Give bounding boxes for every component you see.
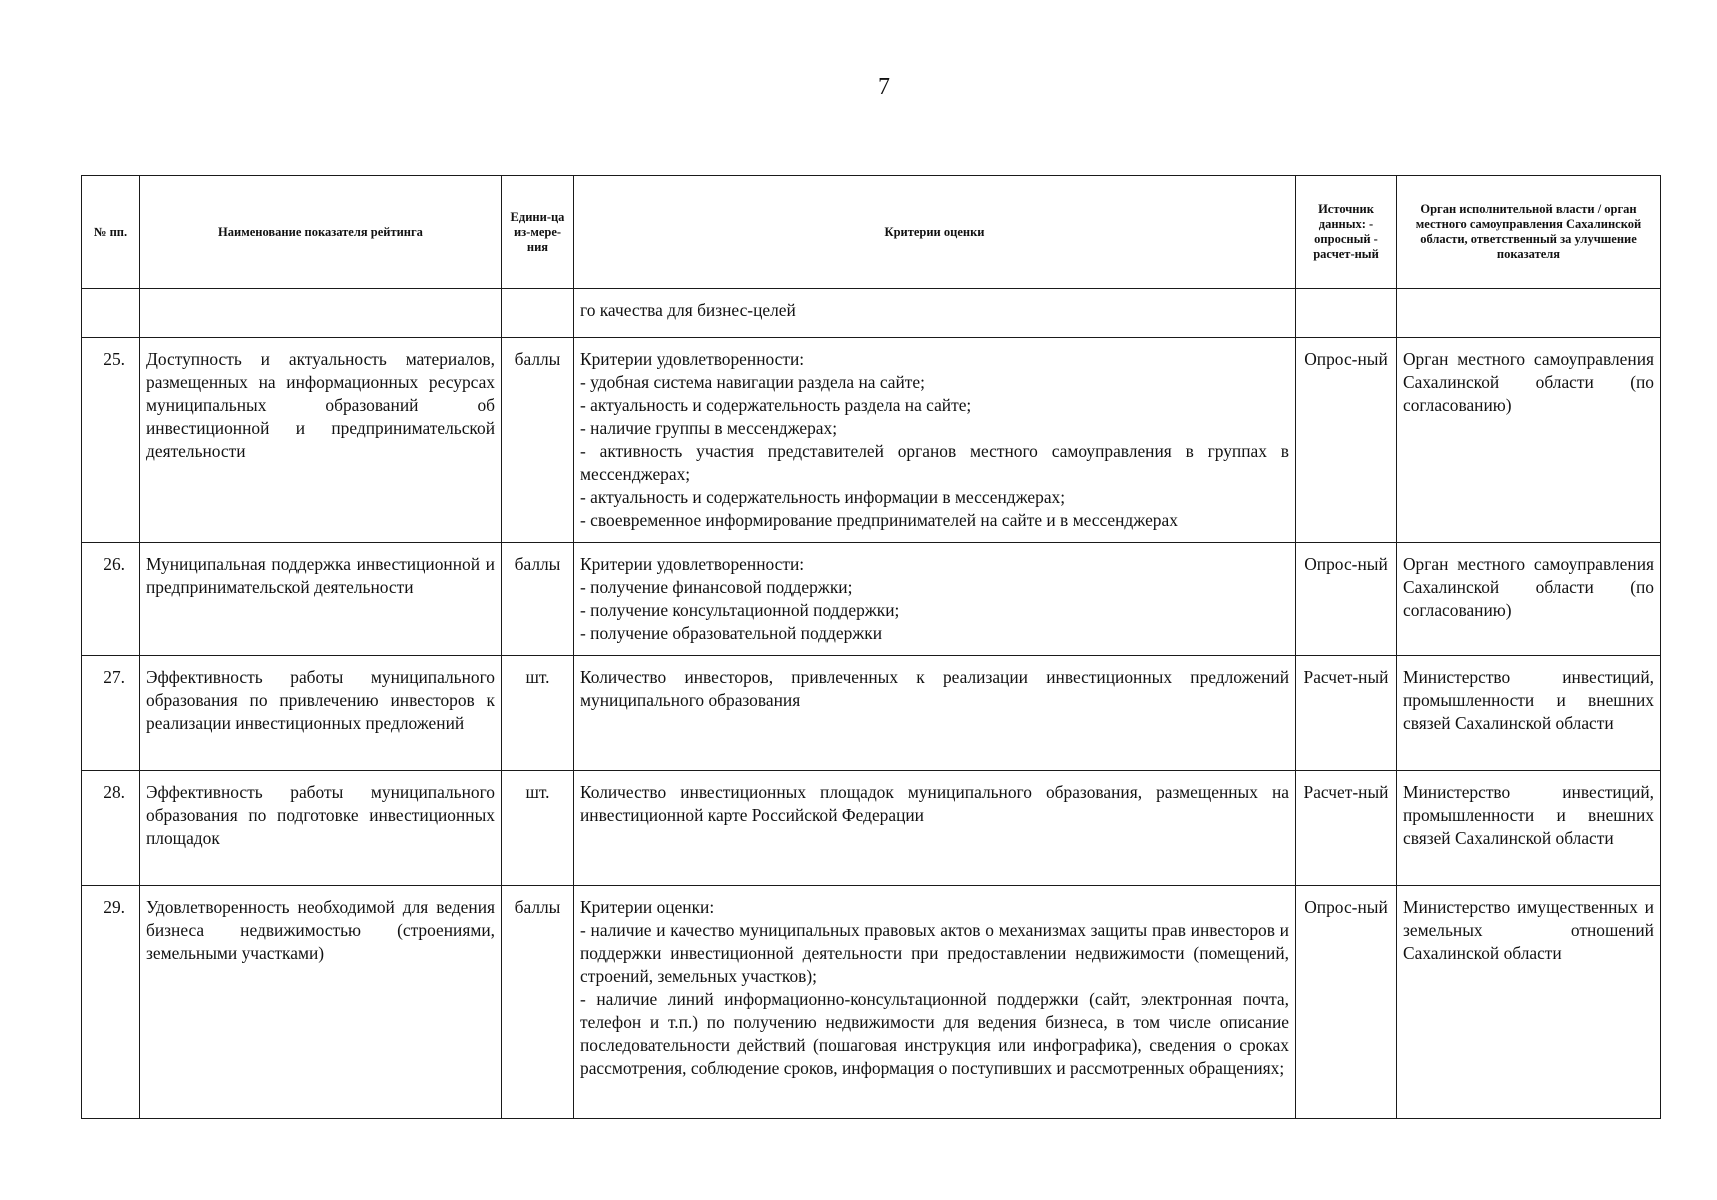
cell-name: Удовлетворенность необходимой для ведения бизнеса недвижимостью (строениями, земельными участками) (140, 886, 502, 1119)
table-row (82, 771, 1661, 886)
cell-name: Муниципальная поддержка инвестиционной и предпринимательской деятельности (140, 543, 502, 656)
criteria-item: - актуальность и содержательность информации в мессенджерах; (580, 487, 1066, 507)
table-row (82, 338, 1661, 543)
header-name: Наименование показателя рейтинга (140, 176, 502, 289)
cell-name: Доступность и актуальность материалов, размещенных на информационных ресурсах муниципальных образований об инвестиционной и предпринимательской деятельности (140, 338, 502, 543)
cell-source: Расчет-ный (1296, 771, 1397, 886)
cell-unit: баллы (502, 338, 574, 543)
header-criteria: Критерии оценки (574, 176, 1296, 289)
cell-organ: Министерство инвестиций, промышленности и внешних связей Сахалинской области (1397, 656, 1661, 771)
criteria-item: - наличие группы в мессенджерах; (580, 418, 838, 438)
cell-organ: Орган местного самоуправления Сахалинской области (по согласованию) (1397, 543, 1661, 656)
criteria-title: Критерии удовлетворенности: (580, 554, 805, 574)
cell-criteria: Количество инвестиционных площадок муниципального образования, размещенных на инвестиционной карте Российской Федерации (574, 771, 1296, 886)
cell-empty (82, 289, 140, 338)
table-row (82, 886, 1661, 1119)
cell-empty (1296, 289, 1397, 338)
cell-criteria (574, 338, 1296, 543)
header-source: Источник данных: - опросный - расчет-ный (1296, 176, 1397, 289)
cell-name: Эффективность работы муниципального образования по привлечению инвесторов к реализации инвестиционных предложений (140, 656, 502, 771)
header-num: № пп. (82, 176, 140, 289)
cell-criteria: Количество инвесторов, привлеченных к реализации инвестиционных предложений муниципального образования (574, 656, 1296, 771)
criteria-item: - активность участия представителей органов местного самоуправления в группах в мессенджерах; (580, 441, 1289, 484)
criteria-title: Критерии удовлетворенности: (580, 349, 805, 369)
criteria-item: - удобная система навигации раздела на сайте; (580, 372, 925, 392)
cell-source: Опрос-ный (1296, 338, 1397, 543)
cell-num: 26. (82, 543, 140, 656)
cell-organ: Орган местного самоуправления Сахалинской области (по согласованию) (1397, 338, 1661, 543)
page-number: 7 (878, 74, 890, 100)
cell-num: 29. (82, 886, 140, 1119)
criteria-item: - актуальность и содержательность раздела на сайте; (580, 395, 972, 415)
table-row (82, 656, 1661, 771)
cell-num: 28. (82, 771, 140, 886)
criteria-item: - своевременное информирование предпринимателей на сайте и в мессенджерах (580, 510, 1178, 530)
header-unit: Едини-ца из-мере-ния (502, 176, 574, 289)
cell-empty (140, 289, 502, 338)
cell-unit: баллы (502, 543, 574, 656)
cell-source: Опрос-ный (1296, 886, 1397, 1119)
criteria-title: Критерии оценки: (580, 897, 715, 917)
criteria-item: - наличие линий информационно-консультационной поддержки (сайт, электронная почта, телефон и т.п.) по получению недвижимости для ведения бизнеса, в том числе описание последовательности действий (пошаговая инструкция или инфографика), сведения о сроках рассмотрения, соблюдение сроков, информация о поступивших и рассмотренных обращениях; (580, 989, 1289, 1078)
rating-indicators-table (81, 175, 1661, 1119)
cell-unit: баллы (502, 886, 574, 1119)
cell-name: Эффективность работы муниципального образования по подготовке инвестиционных площадок (140, 771, 502, 886)
cell-criteria: го качества для бизнес-целей (574, 289, 1296, 338)
cell-organ: Министерство инвестиций, промышленности и внешних связей Сахалинской области (1397, 771, 1661, 886)
cell-empty (502, 289, 574, 338)
table-row-continuation (82, 289, 1661, 338)
criteria-item: - наличие и качество муниципальных правовых актов о механизмах защиты прав инвесторов и поддержки инвестиционной деятельности при предоставлении недвижимости (помещений, строений, земельных участков); (580, 920, 1289, 986)
cell-source: Опрос-ный (1296, 543, 1397, 656)
criteria-item: - получение образовательной поддержки (580, 623, 883, 643)
cell-unit: шт. (502, 656, 574, 771)
cell-criteria (574, 886, 1296, 1119)
criteria-item: - получение финансовой поддержки; (580, 577, 853, 597)
cell-unit: шт. (502, 771, 574, 886)
table-row (82, 543, 1661, 656)
cell-empty (1397, 289, 1661, 338)
cell-source: Расчет-ный (1296, 656, 1397, 771)
header-organ: Орган исполнительной власти / орган местного самоуправления Сахалинской области, ответственный за улучшение показателя (1397, 176, 1661, 289)
cell-num: 25. (82, 338, 140, 543)
cell-organ: Министерство имущественных и земельных отношений Сахалинской области (1397, 886, 1661, 1119)
cell-criteria (574, 543, 1296, 656)
cell-num: 27. (82, 656, 140, 771)
table-header-row (82, 176, 1661, 289)
criteria-item: - получение консультационной поддержки; (580, 600, 900, 620)
